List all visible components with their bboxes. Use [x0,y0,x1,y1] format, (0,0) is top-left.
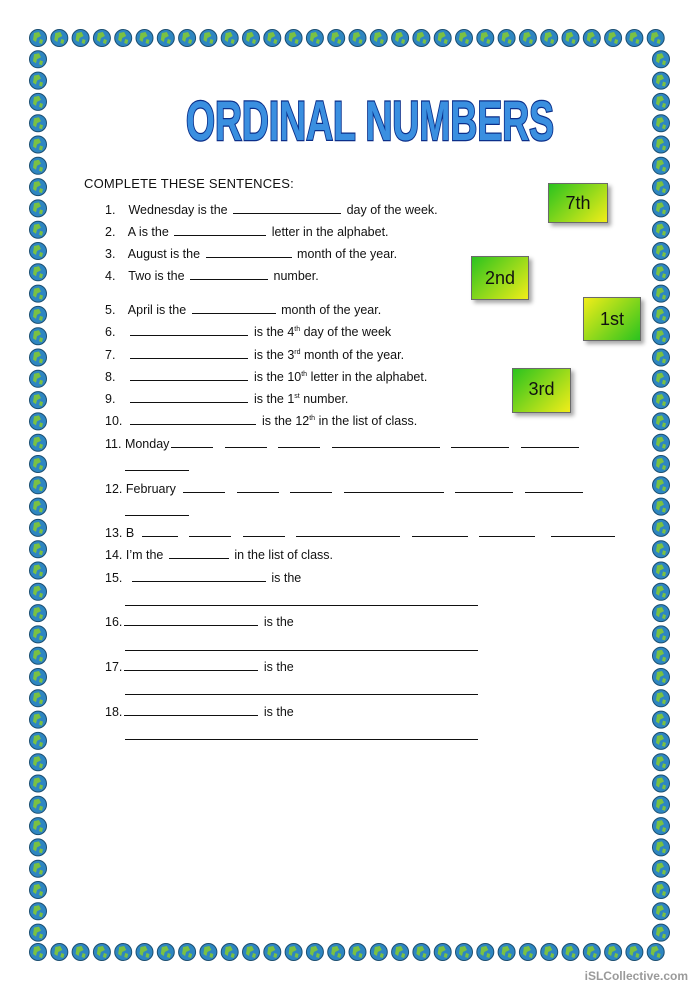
globe-icon [328,30,345,47]
globe-icon [30,413,47,430]
badge-7th: 7th [548,183,608,223]
question-text: letter in the alphabet. [271,225,389,239]
question-16 [105,614,294,629]
globe-icon [30,370,47,387]
answer-blank[interactable] [189,525,231,537]
globe-icon [653,200,670,217]
question-text: is the 10 [253,370,302,384]
question-number: 6. [105,325,116,339]
globe-icon [653,413,670,430]
globe-icon [653,72,670,89]
question-text: B [125,526,135,540]
globe-icon [328,944,345,961]
question-text: is the [271,571,302,585]
globe-icon [30,882,47,899]
question-number: 17. [105,660,123,674]
globe-icon [498,30,515,47]
answer-line[interactable] [125,650,478,651]
ordinal-suffix: th [294,325,301,333]
globe-icon [653,924,670,941]
globe-icon [30,30,47,47]
answer-blank[interactable] [455,481,513,493]
globe-icon [653,93,670,110]
question-text: April is the [127,303,187,317]
globe-icon [264,944,281,961]
globe-icon [653,775,670,792]
globe-icon [392,30,409,47]
badge-2nd: 2nd [471,256,529,300]
answer-blank[interactable] [243,525,285,537]
answer-blank[interactable] [130,324,248,336]
question-text: is the [263,705,294,719]
globe-icon [30,647,47,664]
question-1 [105,202,438,217]
question-text: Monday [124,437,170,451]
answer-blank[interactable] [124,704,258,716]
globe-icon [477,944,494,961]
ordinal-suffix: st [294,392,300,400]
question-text: in the list of class. [234,548,334,562]
question-number: 9. [105,392,116,406]
globe-icon [653,243,670,260]
globe-icon [243,944,260,961]
globe-icon [413,944,430,961]
globe-icon [434,944,451,961]
answer-blank[interactable] [183,481,225,493]
answer-blank[interactable] [124,659,258,671]
question-number: 2. [105,225,116,239]
answer-blank[interactable] [206,246,292,258]
globe-icon [30,519,47,536]
question-number: 7. [105,348,116,362]
question-number: 14. [105,548,123,562]
question-text: is the 1 [253,392,295,406]
globe-icon [285,30,302,47]
globe-icon [115,944,132,961]
instructions: COMPLETE THESE SENTENCES: [84,176,294,191]
ordinal-suffix: th [309,414,316,422]
globe-icon [157,944,174,961]
globe-icon [653,434,670,451]
globe-icon [653,626,670,643]
globe-icon [392,944,409,961]
question-number: 12. [105,482,123,496]
globe-icon [30,711,47,728]
question-text: Wednesday is the [128,203,228,217]
globe-icon [477,30,494,47]
question-7 [105,347,404,362]
globe-icon [653,264,670,281]
question-10 [105,413,417,428]
globe-icon [653,690,670,707]
globe-icon [653,711,670,728]
globe-icon [30,179,47,196]
answer-blank[interactable] [130,369,248,381]
globe-icon [583,30,600,47]
globe-icon [626,944,643,961]
answer-blank[interactable] [132,570,266,582]
globe-icon [179,30,196,47]
answer-blank[interactable] [278,436,320,448]
question-4 [105,268,319,283]
globe-icon [647,944,664,961]
globe-icon [30,690,47,707]
globe-icon [115,30,132,47]
globe-icon [30,434,47,451]
globe-icon [370,30,387,47]
question-9 [105,391,348,406]
globe-icon [30,903,47,920]
globe-icon [653,498,670,515]
question-number: 11. [105,437,122,451]
globe-icon [30,818,47,835]
answer-blank[interactable] [125,470,189,471]
question-text: month of the year. [304,348,405,362]
answer-blank[interactable] [192,302,276,314]
badge-3rd: 3rd [512,368,571,413]
globe-icon [653,349,670,366]
globe-icon [30,136,47,153]
question-number: 15. [105,571,123,585]
question-text: in the list of class. [318,414,418,428]
globe-icon [541,30,558,47]
question-number: 16. [105,615,123,629]
watermark: iSLCollective.com [584,969,688,983]
globe-icon [653,562,670,579]
globe-icon [653,732,670,749]
globe-icon [653,583,670,600]
globe-icon [285,944,302,961]
globe-icon [30,328,47,345]
globe-icon [583,944,600,961]
globe-icon [72,30,89,47]
question-text: letter in the alphabet. [310,370,428,384]
globe-icon [653,669,670,686]
globe-icon [30,732,47,749]
globe-icon [653,136,670,153]
question-text: is the 12 [261,414,310,428]
globe-icon [30,456,47,473]
question-8 [105,369,427,384]
answer-blank[interactable] [130,347,248,359]
answer-blank[interactable] [332,436,440,448]
answer-blank[interactable] [290,481,332,493]
globe-icon [30,51,47,68]
globe-icon [653,370,670,387]
globe-icon [605,30,622,47]
question-text: day of the week. [346,203,438,217]
globe-icon [30,541,47,558]
question-13 [105,525,617,540]
globe-icon [30,392,47,409]
globe-icon [541,944,558,961]
answer-blank[interactable] [130,391,248,403]
question-11 [105,436,581,451]
answer-blank[interactable] [412,525,468,537]
globe-icon [653,903,670,920]
question-text: Two is the [128,269,185,283]
globe-icon [653,754,670,771]
globe-icon [30,924,47,941]
globe-icon [653,605,670,622]
question-text: August is the [127,247,201,261]
question-number: 18. [105,705,123,719]
globe-icon [93,944,110,961]
ordinal-suffix: rd [294,348,301,356]
answer-blank[interactable] [296,525,400,537]
answer-blank[interactable] [521,436,579,448]
globe-icon [653,860,670,877]
ordinal-suffix: th [301,370,308,378]
globe-icon [653,647,670,664]
question-text: number. [273,269,319,283]
globe-icon [136,30,153,47]
badge-1st: 1st [583,297,641,341]
answer-blank[interactable] [174,224,266,236]
globe-icon [647,30,664,47]
answer-line[interactable] [125,739,478,740]
globe-icon [30,243,47,260]
globe-icon [30,477,47,494]
globe-icon [30,796,47,813]
question-2 [105,224,389,239]
question-17 [105,659,294,674]
globe-icon [653,285,670,302]
question-text: is the [263,615,294,629]
globe-icon [653,477,670,494]
globe-icon [519,30,536,47]
answer-blank[interactable] [479,525,535,537]
answer-blank[interactable] [142,525,178,537]
globe-icon [30,498,47,515]
question-6 [105,324,391,339]
answer-blank[interactable] [237,481,279,493]
answer-blank[interactable] [525,481,583,493]
globe-icon [626,30,643,47]
question-text: is the 4 [253,325,295,339]
page-title: ORDINAL NUMBERS [186,89,554,152]
globe-icon [653,839,670,856]
globe-icon [221,944,238,961]
globe-icon [519,944,536,961]
question-number: 10. [105,414,123,428]
question-number: 4. [105,269,116,283]
question-number: 13. [105,526,123,540]
question-number: 8. [105,370,116,384]
globe-icon [653,157,670,174]
globe-icon [605,944,622,961]
question-text: number. [303,392,349,406]
answer-blank[interactable] [344,481,444,493]
answer-blank[interactable] [551,525,615,537]
globe-icon [30,72,47,89]
globe-icon [264,30,281,47]
globe-icon [30,285,47,302]
answer-blank[interactable] [171,436,213,448]
globe-icon [30,583,47,600]
question-text: is the 3 [253,348,295,362]
globe-icon [370,944,387,961]
globe-icon [221,30,238,47]
globe-icon [653,392,670,409]
question-14 [105,547,333,562]
globe-icon [30,349,47,366]
globe-icon [653,115,670,132]
globe-icon [456,944,473,961]
answer-blank[interactable] [169,547,229,559]
question-18 [105,704,294,719]
globe-icon [30,944,47,961]
question-text: is the [263,660,294,674]
globe-icon [413,30,430,47]
question-text: February [125,482,176,496]
globe-icon [349,30,366,47]
question-12 [105,481,585,496]
globe-icon [349,944,366,961]
globe-icon [562,944,579,961]
globe-icon [653,51,670,68]
globe-icon [562,30,579,47]
globe-icon [157,30,174,47]
question-text: A is the [127,225,169,239]
globe-icon [653,519,670,536]
answer-line[interactable] [125,694,478,695]
globe-icon [243,30,260,47]
answer-blank[interactable] [125,515,189,516]
globe-icon [30,157,47,174]
globe-icon [30,306,47,323]
title-banner [180,78,560,156]
globe-icon [179,944,196,961]
globe-icon [30,93,47,110]
globe-icon [306,944,323,961]
question-number: 3. [105,247,116,261]
answer-blank[interactable] [124,614,258,626]
globe-icon [72,944,89,961]
globe-icon [30,754,47,771]
globe-icon [30,605,47,622]
answer-blank[interactable] [190,268,268,280]
globe-icon [498,944,515,961]
question-5 [105,302,381,317]
answer-blank[interactable] [225,436,267,448]
answer-line[interactable] [125,605,478,606]
question-text: I’m the [125,548,164,562]
globe-icon [30,669,47,686]
globe-icon [30,221,47,238]
question-number: 1. [105,203,116,217]
answer-blank[interactable] [130,413,256,425]
globe-icon [306,30,323,47]
globe-icon [30,626,47,643]
globe-icon [653,818,670,835]
globe-icon [30,264,47,281]
answer-blank[interactable] [233,202,341,214]
globe-icon [434,30,451,47]
globe-icon [200,944,217,961]
globe-icon [653,328,670,345]
globe-icon [653,882,670,899]
answer-blank[interactable] [451,436,509,448]
globe-icon [30,860,47,877]
question-text: day of the week [303,325,392,339]
globe-icon [456,30,473,47]
globe-icon [51,30,68,47]
question-number: 5. [105,303,116,317]
globe-icon [30,562,47,579]
globe-icon [51,944,68,961]
globe-icon [30,200,47,217]
question-15 [105,570,301,585]
globe-icon [136,944,153,961]
globe-icon [93,30,110,47]
globe-icon [30,839,47,856]
globe-icon [653,541,670,558]
globe-icon [200,30,217,47]
globe-icon [30,775,47,792]
globe-icon [30,115,47,132]
globe-icon [653,796,670,813]
globe-icon [653,456,670,473]
question-3 [105,246,397,261]
globe-icon [653,306,670,323]
question-text: month of the year. [281,303,382,317]
globe-icon [653,179,670,196]
globe-icon [653,221,670,238]
question-text: month of the year. [297,247,398,261]
